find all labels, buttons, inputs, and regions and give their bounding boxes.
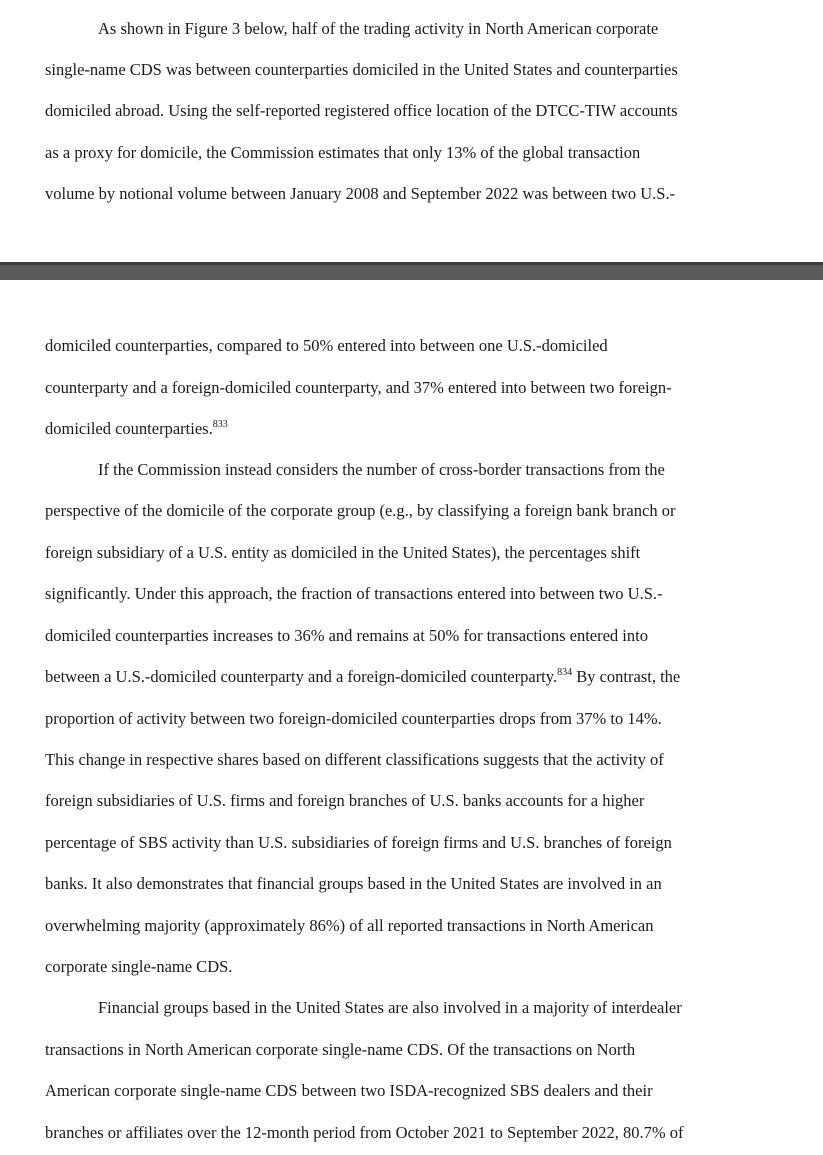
paragraph-line: American corporate single-name CDS between two ISDA-recognized SBS dealers and their <box>45 1081 653 1100</box>
paragraph-line: This change in respective shares based on different classifications suggests that the activity of <box>45 750 664 769</box>
paragraph-line: volume by notional volume between January 2008 and September 2022 was between two U.S.- <box>45 184 676 203</box>
paragraph-line: percentage of SBS activity than U.S. subsidiaries of foreign firms and U.S. branches of foreign <box>45 833 672 852</box>
paragraph-line: branches or affiliates over the 12-month period from October 2021 to September 2022, 80.7% of <box>45 1123 684 1142</box>
footnote-ref-833[interactable]: 833 <box>212 418 228 430</box>
paragraph-line: between a U.S.-domiciled counterparty and a foreign-domiciled counterparty.$^{834}$ By contrast, the <box>45 666 681 686</box>
paragraph-line: foreign subsidiary of a U.S. entity as domiciled in the United States), the percentages shift <box>45 543 641 562</box>
paragraph-line: significantly. Under this approach, the fraction of transactions entered into between two U.S.- <box>45 584 663 603</box>
paragraph-line: domiciled counterparties.$^{833}$ <box>45 418 228 438</box>
paragraph-line: overwhelming majority (approximately 86%) of all reported transactions in North American <box>45 916 654 935</box>
paragraph-line: corporate single-name CDS. <box>45 957 233 976</box>
paragraph-line: single-name CDS was between counterparties domiciled in the United States and counterparties <box>45 60 678 79</box>
paragraph-line: Financial groups based in the United States are also involved in a majority of interdealer <box>98 998 682 1017</box>
paragraph-line: transactions in North American corporate single-name CDS. Of the transactions on North <box>45 1040 636 1059</box>
paragraph-line: As shown in Figure 3 below, half of the trading activity in North American corporate <box>98 19 659 38</box>
footnote-ref-834[interactable]: 834 <box>557 666 573 678</box>
document-page-bottom <box>0 280 823 1155</box>
paragraph-line: as a proxy for domicile, the Commission estimates that only 13% of the global transaction <box>45 143 641 162</box>
paragraph-line: proportion of activity between two foreign-domiciled counterparties drops from 37% to 14%. <box>45 709 662 728</box>
paragraph-line: If the Commission instead considers the number of cross-border transactions from the <box>98 460 665 479</box>
paragraph-line: domiciled counterparties, compared to 50% entered into between one U.S.-domiciled <box>45 336 608 355</box>
document-page-top <box>0 0 823 262</box>
paragraph-line: banks. It also demonstrates that financial groups based in the United States are involved in an <box>45 874 662 893</box>
paragraph-line: foreign subsidiaries of U.S. firms and foreign branches of U.S. banks accounts for a higher <box>45 791 645 810</box>
page-break-separator <box>0 262 823 280</box>
paragraph-line: domiciled abroad. Using the self-reported registered office location of the DTCC-TIW accounts <box>45 101 678 120</box>
paragraph-line: counterparty and a foreign-domiciled counterparty, and 37% entered into between two foreign- <box>45 378 672 397</box>
paragraph-line: perspective of the domicile of the corporate group (e.g., by classifying a foreign bank branch or <box>45 501 676 520</box>
paragraph-line: domiciled counterparties increases to 36% and remains at 50% for transactions entered into <box>45 626 648 645</box>
